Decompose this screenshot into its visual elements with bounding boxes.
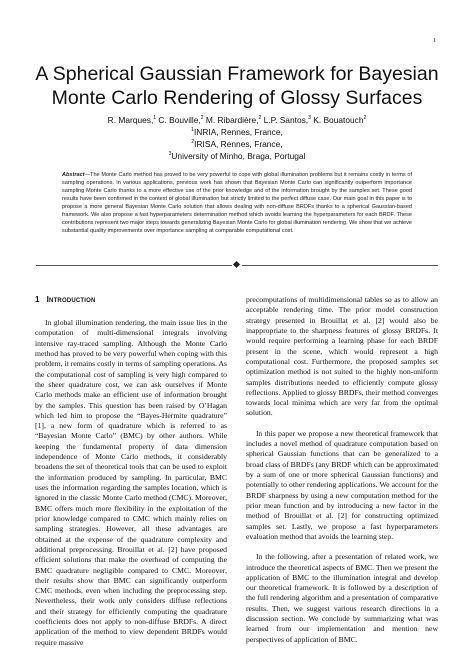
affiliation-text: University of Minho, Braga, Portugal [171, 151, 306, 161]
page-number: 1 [433, 38, 436, 44]
divider-line-left [36, 265, 232, 266]
paper-title [0, 62, 474, 110]
diamond-ornament-icon [233, 261, 240, 268]
title-line-1: A Spherical Gaussian Framework for Bayesian [35, 63, 439, 85]
author-block [0, 114, 474, 162]
author-name: L.P. Santos, [263, 115, 309, 125]
author-list [0, 114, 474, 126]
left-column [35, 318, 227, 648]
author-name: C. Bouville, [158, 115, 201, 125]
section-number: 1 [35, 295, 40, 304]
abstract [62, 171, 412, 235]
author-affiliation-mark: 1 [153, 115, 157, 122]
affiliation-line [0, 150, 474, 162]
abstract-text: —The Monte Carlo method has proved to be very powerful to cope with global illumination problems but it remains costly in terms of sampling operations. In various applications, previous work has shown that Bayesian Monte Carlo can significantly outperform importance sampling Monte Carlo thanks to a more effective use of the prior knowledge and of the information brought by the samples set. These good results have been confirmed in the context of global illumination but strictly limited to the perfect diffuse case. Our main goal in this paper is to propose a more general Bayesian Monte Carlo solution that allows dealing with non-diffuse BRDFs thanks to a spherical Gaussian-based framework. We also propose a fast hyperparameters determination method which avoids learning the hyperparameters for each BRDF. These contributions represent two major steps towards generalizing Bayesian Monte Carlo for global illumination rendering. We show that we achieve substantial quality improvements over importance sampling at comparable computational cost. [62, 172, 412, 234]
section-title: Introduction [46, 295, 96, 304]
section-divider [36, 261, 438, 269]
paragraph: In this paper we propose a new theoretical framework that includes a novel method of quadrature computation based on spherical Gaussian functions that can be generalized to a broad class of BRDFs (any BRDF which can be approximated by a sum of one or more spherical Gaussian functions) and potentially to other rendering applications. We account for the BRDF sharpness by using a new computation method for the prior mean function and by introducing a new factor in the method of Brouillat et al. [2] for constructing optimized samples set. Lastly, we propose a fast hyperparameters evaluation method that avoids the learning step. [246, 428, 438, 541]
author-name: R. Marques, [107, 115, 154, 125]
author-affiliation-mark: 3 [308, 115, 311, 122]
right-column [246, 295, 438, 645]
section-heading [35, 295, 96, 304]
affiliation-mark: 3 [168, 151, 172, 158]
author-affiliation-mark: 2 [363, 115, 367, 122]
affiliation-text: INRIA, Rennes, France, [193, 127, 283, 137]
affiliation-text: IRISA, Rennes, France, [194, 139, 283, 149]
affiliation-mark: 1 [191, 127, 194, 134]
author-affiliation-mark: 2 [200, 115, 204, 122]
affiliation-line [0, 126, 474, 138]
author-affiliation-mark: 2 [258, 115, 262, 122]
title-line-2: Monte Carlo Rendering of Glossy Surfaces [51, 87, 423, 109]
paragraph: In the following, after a presentation of related work, we introduce the theoretical aspects of BMC. Then we present the application of BMC to the illumination integral and develop our theoretical framework. It is followed by a description of the full rendering algorithm and a presentation of comparative results. Then, we suggest various research directions in a discussion section. We conclude by summarizing what was learned from our implementation and mention new perspectives of application of BMC. [246, 552, 438, 644]
affiliation-mark: 2 [191, 139, 195, 146]
affiliation-line [0, 138, 474, 150]
author-name: K. Bouatouch [313, 115, 364, 125]
paragraph: In global illumination rendering, the main issue lies in the computation of multi-dimensional integrals involving intensive ray-traced sampling. Although the Monte Carlo method has proved to be very powerful when coping with this problem, it remains costly in terms of sampling operations. As the computational cost of sampling is very high compared to the sheer quadrature cost, we can ask ourselves if Monte Carlo methods make an efficient use of information brought by the samples. This question has been raised by O’Hagan which led him to propose the “Bayes-Hermite quadrature” [1], a new form of quadrature which is referred to as “Bayesian Monte Carlo” (BMC) by other authors. While keeping the fundamental property of data dimension independence of Monte Carlo methods, it considerably broadens the set of theoretical tools that can be used to exploit the information produced by sampling. In particular, BMC uses the information regarding the samples location, which is ignored in the classic Monte Carlo method (CMC). Moreover, BMC offers much more flexibility in the exploitation of the prior knowledge compared to CMC which mainly relies on sampling strategies. However, all these advantages are obtained at the expense of the quadrature complexity and additional preprocessing. Brouillat et al. [2] have proposed efficient solutions that make the overhead of computing the BMC quadrature negligible compared to CMC. Moreover, their results show that BMC can significantly outperform CMC methods, even when including the preprocessing step. Nevertheless, their work only considers diffuse reflections and their strategy for efficiently computing the quadrature coefficients does not apply to non-diffuse BRDFs. A direct application of the method to view dependent BRDFs would require massive [35, 318, 227, 647]
author-name: M. Ribardière, [205, 115, 259, 125]
abstract-label: Abstract [62, 172, 85, 178]
paragraph: precomputations of multidimensional tables so as to allow an acceptable rendering time. The prior model construction strategy presented in Brouillat et al. [2] would also be inappropriate to the sharpness features of glossy BRDFs. It would require performing a learning phase for each BRDF present in the scene, which would represent a high computational cost. Furthermore, the proposed samples set optimization method is not suited to the highly non-uniform samples distributions needed to efficiently compute glossy reflections. Applied to glossy BRDFs, their method converges towards local minima which are very far from the optimal solution. [246, 295, 438, 418]
divider-line-right [242, 265, 438, 266]
